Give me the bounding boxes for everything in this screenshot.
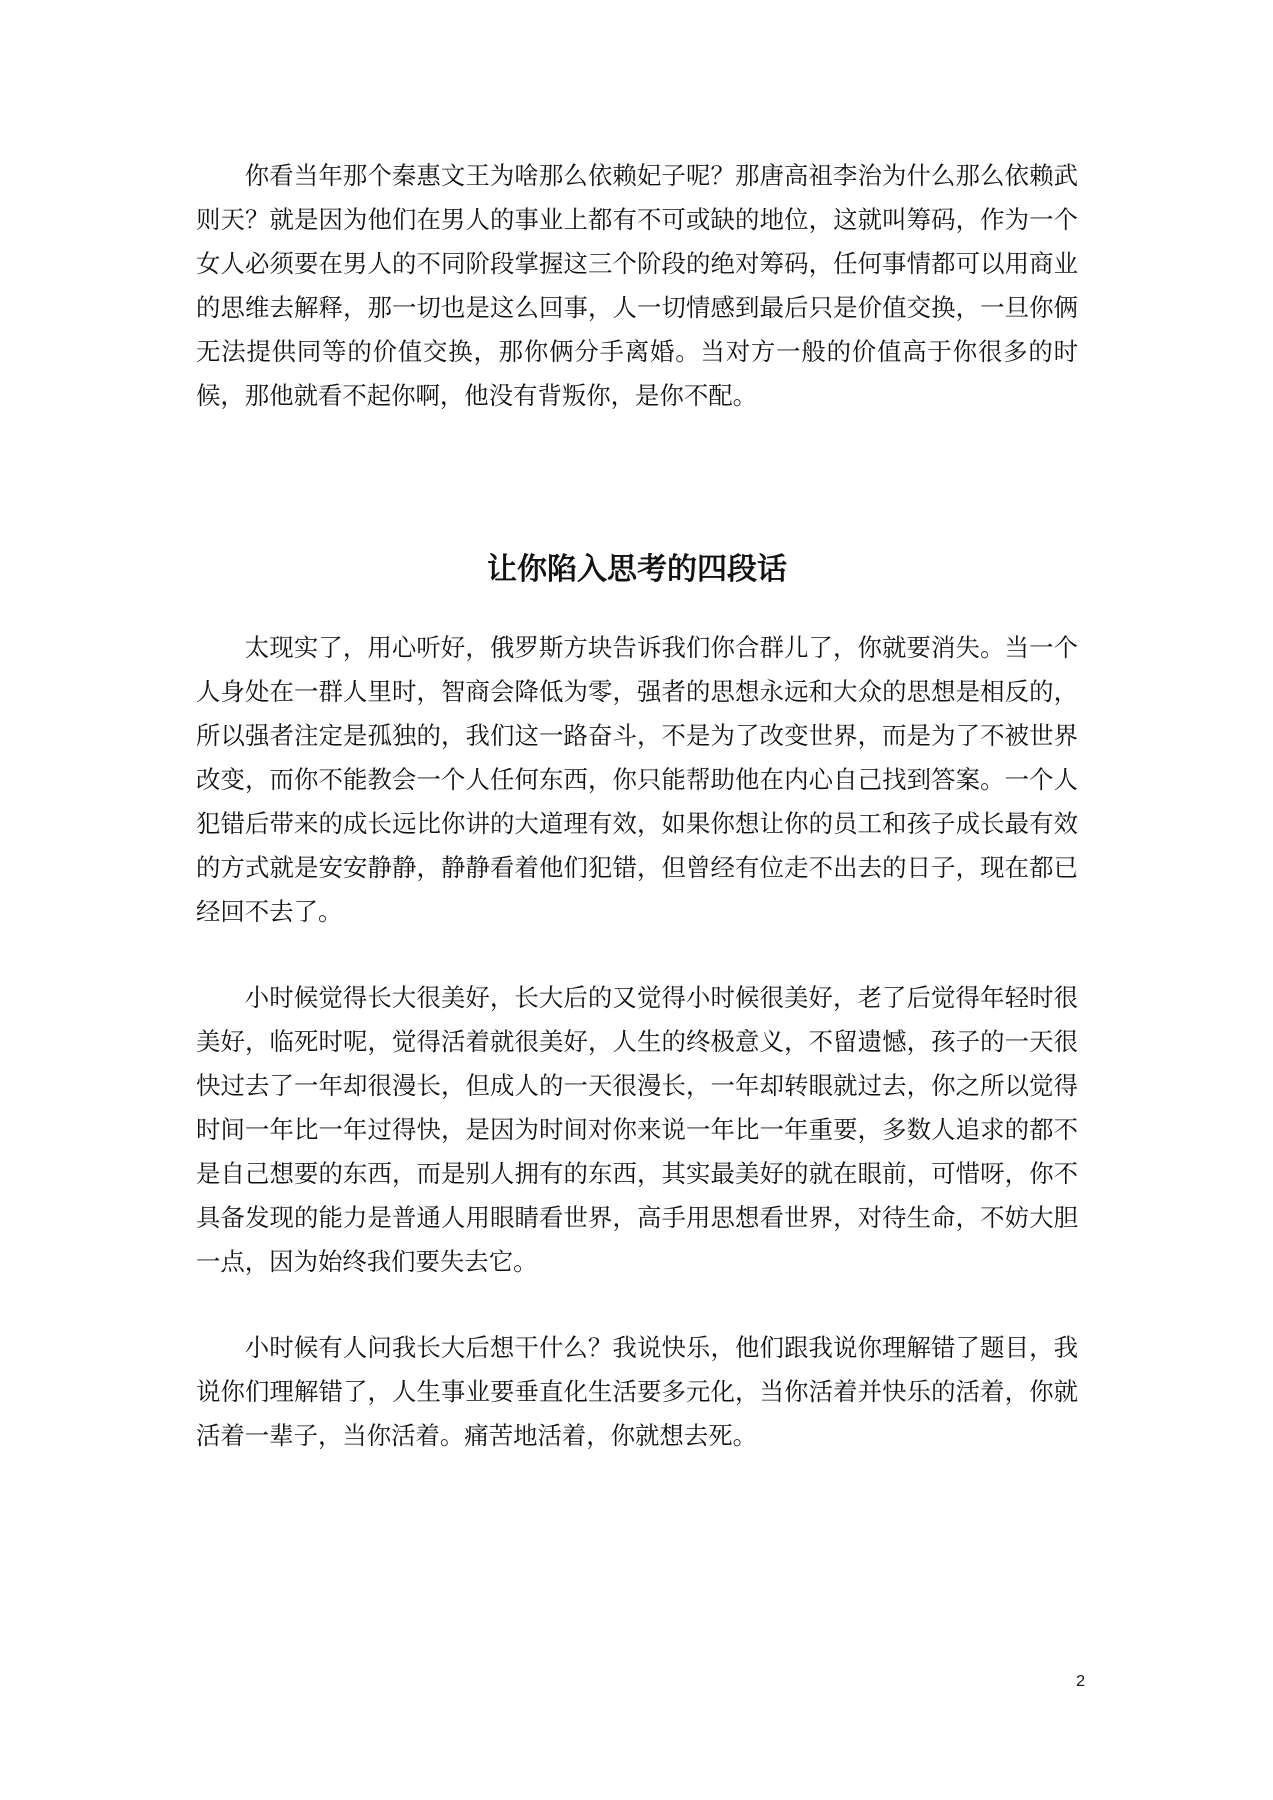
paragraph-2: 小时候觉得长大很美好，长大后的又觉得小时候很美好，老了后觉得年轻时很美好，临死时呢，觉得活着就很美好，人生的终极意义，不留遗憾，孩子的一天很快过去了一年却很漫长，但成人的一天很漫长，一年却转眼就过去，你之所以觉得时间一年比一年过得快，是因为时间对你来说一年比一年重要，多数人追求的都不是自己想要的东西，而是别人拥有的东西，其实最美好的就在眼前，可惜呀，你不具备发现的能力是普通人用眼睛看世界，高手用思想看世界，对待生命，不妨大胆一点，因为始终我们要失去它。 bbox=[196, 983, 1078, 1276]
paragraph-3: 小时候有人问我长大后想干什么？我说快乐，他们跟我说你理解错了题目，我说你们理解错了，人生事业要垂直化生活要多元化，当你活着并快乐的活着，你就活着一辈子，当你活着。痛苦地活着，你就想去死。 bbox=[196, 1333, 1078, 1450]
intro-paragraph: 你看当年那个秦惠文王为啥那么依赖妃子呢？那唐高祖李治为什么那么依赖武则天？就是因为他们在男人的事业上都有不可或缺的地位，这就叫筹码，作为一个女人必须要在男人的不同阶段掌握这三个阶段的绝对筹码，任何事情都可以用商业的思维去解释，那一切也是这么回事，人一切情感到最后只是价值交换，一旦你俩无法提供同等的价值交换，那你俩分手离婚。当对方一般的价值高于你很多的时候，那他就看不起你啊，他没有背叛你，是你不配。 bbox=[196, 161, 1078, 410]
page-number: 2 bbox=[1076, 1673, 1085, 1690]
paragraph-1: 太现实了，用心听好，俄罗斯方块告诉我们你合群儿了，你就要消失。当一个人身处在一群人里时，智商会降低为零，强者的思想永远和大众的思想是相反的，所以强者注定是孤独的，我们这一路奋斗，不是为了改变世界，而是为了不被世界改变，而你不能教会一个人任何东西，你只能帮助他在内心自己找到答案。一个人犯错后带来的成长远比你讲的大道理有效，如果你想让你的员工和孩子成长最有效的方式就是安安静静，静静看着他们犯错，但曾经有位走不出去的日子，现在都已经回不去了。 bbox=[196, 633, 1078, 926]
section-title: 让你陷入思考的四段话 bbox=[487, 552, 787, 587]
